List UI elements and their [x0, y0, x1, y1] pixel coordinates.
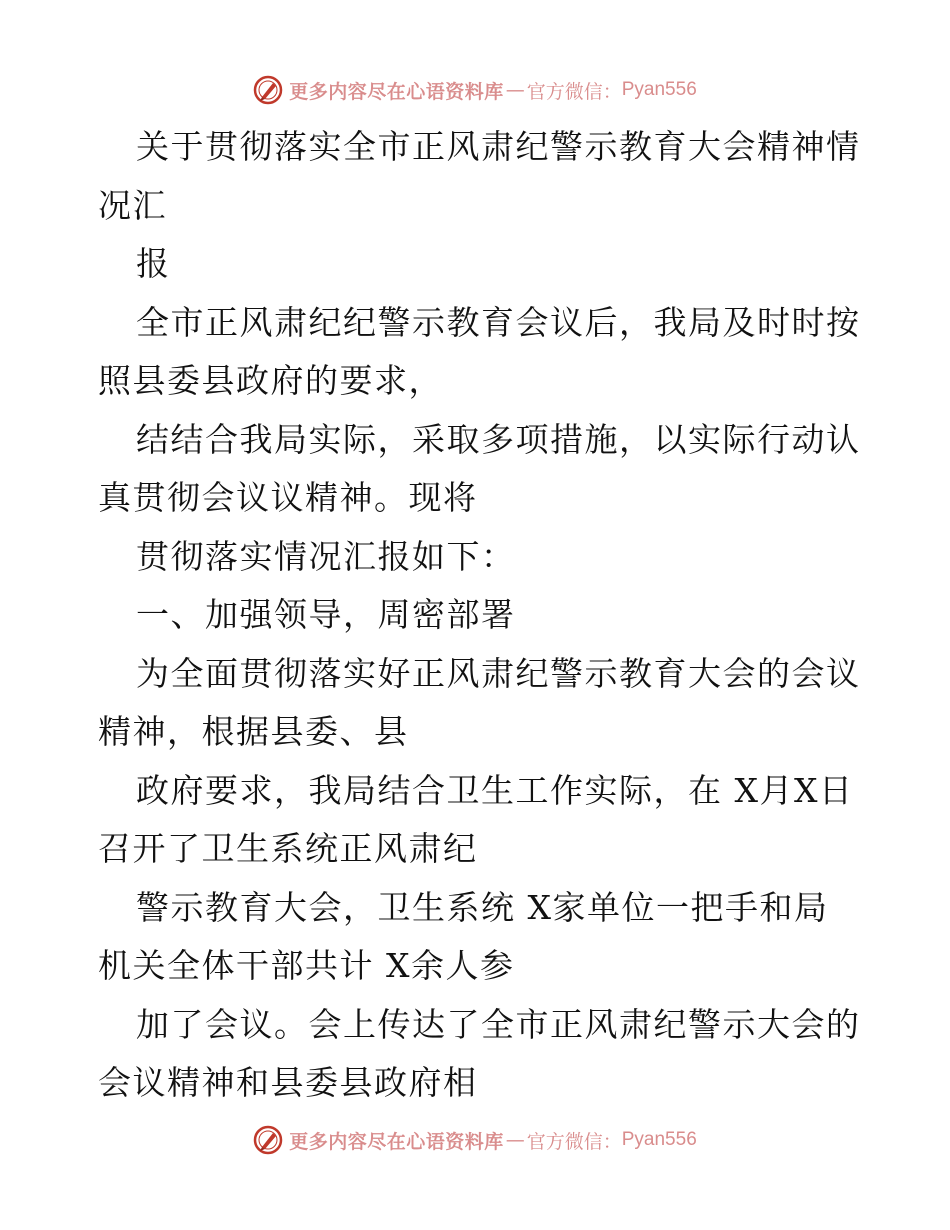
watermark-separator: — — [505, 79, 525, 101]
paragraph-line: 召开了卫生系统正风肃纪 — [98, 829, 478, 868]
watermark-text: 更多内容尽在心语资料库 — [289, 80, 504, 103]
watermark-wechat-id: Pyan556 — [621, 1129, 697, 1150]
paragraph-line: 政府要求，我局结合卫生工作实际，在 X月X日 — [136, 770, 854, 810]
paragraph-line: 精神，根据县委、县 — [98, 712, 409, 751]
paragraph-line: 机关全体干部共计 X余人参 — [98, 946, 515, 985]
document-title-line-1: 关于贯彻落实全市正风肃纪警示教育大会精神情 — [136, 127, 861, 166]
paragraph-line: 结结合我局实际，采取多项措施，以实际行动认 — [136, 419, 861, 459]
paragraph-line: 全市正风肃纪纪警示教育会议后，我局及时时按 — [136, 302, 861, 342]
section-heading: 一、加强领导，周密部署 — [136, 595, 516, 634]
watermark-separator: — — [505, 1129, 525, 1151]
watermark-text: 更多内容尽在心语资料库 — [289, 1130, 504, 1153]
document-body — [98, 118, 861, 1113]
header-watermark — [0, 70, 950, 110]
document-title-line-2: 况汇 — [98, 185, 167, 225]
watermark-wechat-id: Pyan556 — [621, 79, 697, 100]
paragraph-line: 加了会议。会上传达了全市正风肃纪警示大会的 — [136, 1004, 861, 1044]
pen-nib-logo-icon — [253, 1125, 283, 1155]
paragraph-line: 真贯彻会议议精神。现将 — [98, 478, 478, 517]
paragraph-line: 贯彻落实情况汇报如下： — [136, 536, 516, 576]
paragraph-line: 警示教育大会，卫生系统 X家单位一把手和局 — [136, 887, 829, 927]
paragraph-line: 会议精神和县委县政府相 — [98, 1063, 478, 1102]
paragraph-line: 照县委县政府的要求， — [98, 361, 443, 400]
pen-nib-logo-icon — [253, 75, 283, 105]
watermark-wechat-label: 官方微信： — [526, 1130, 622, 1153]
document-title-line-3: 报 — [136, 244, 171, 283]
paragraph-line: 为全面贯彻落实好正风肃纪警示教育大会的会议 — [136, 653, 861, 693]
footer-watermark — [0, 1120, 950, 1160]
watermark-wechat-label: 官方微信： — [526, 80, 622, 103]
